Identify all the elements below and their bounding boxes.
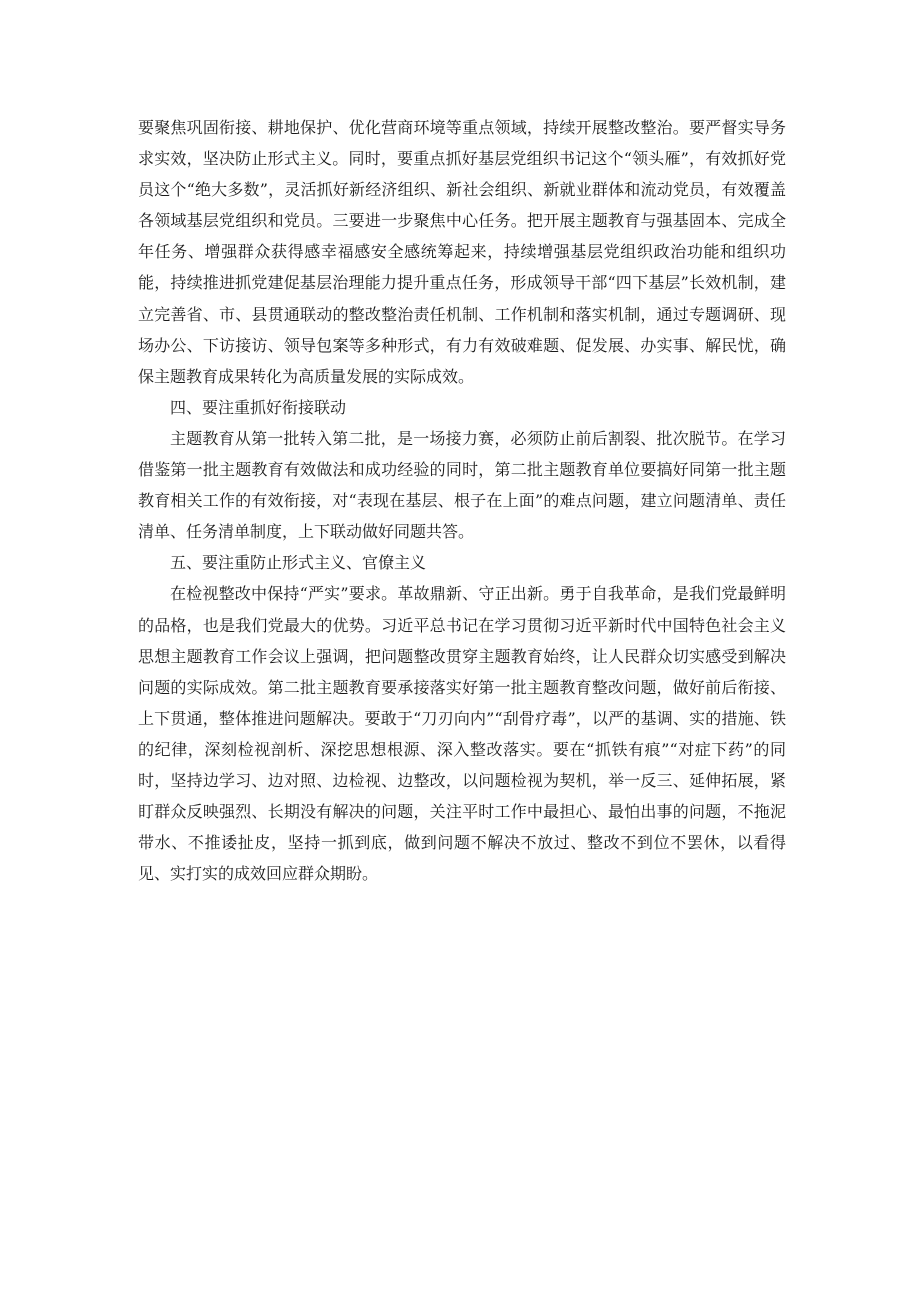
section-heading-five: 五、要注重防止形式主义、官僚主义 xyxy=(170,553,427,573)
body-paragraph-continued: 要聚焦巩固衔接、耕地保护、优化营商环境等重点领域，持续开展整改整治。要严督实导务求实效，坚决防止形式主义。同时，要重点抓好基层党组织书记这个“领头雁”，有效抓好党员这个“绝大多数”，灵活抓好新经济组织、新社会组织、新就业群体和流动党员，有效覆盖各领域基层党组织和党员。三要进一步聚焦中心任务。把开展主题教育与强基固本、完成全年任务、增强群众获得感幸福感安全感统筹起来，持续增强基层党组织政治功能和组织功能，持续推进抓党建促基层治理能力提升重点任务，形成领导干部“四下基层”长效机制，建立完善省、市、县贯通联动的整改整治责任机制、工作机制和落实机制，通过专题调研、现场办公、下访接访、领导包案等多种形式，有力有效破难题、促发展、办实事、解民忧，确保主题教育成果转化为高质量发展的实际成效。 xyxy=(138,118,786,386)
document-page xyxy=(138,112,786,889)
body-paragraph-section-four: 主题教育从第一批转入第二批，是一场接力赛，必须防止前后割裂、批次脱节。在学习借鉴第一批主题教育有效做法和成功经验的同时，第二批主题教育单位要搞好同第一批主题教育相关工作的有效衔接，对“表现在基层、根子在上面”的难点问题，建立问题清单、责任清单、任务清单制度，上下联动做好同题共答。 xyxy=(138,428,786,542)
section-heading-four: 四、要注重抓好衔接联动 xyxy=(170,397,347,417)
body-paragraph-section-five: 在检视整改中保持“严实”要求。革故鼎新、守正出新。勇于自我革命，是我们党最鲜明的品格，也是我们党最大的优势。习近平总书记在学习贯彻习近平新时代中国特色社会主义思想主题教育工作会议上强调，把问题整改贯穿主题教育始终，让人民群众切实感受到解决问题的实际成效。第二批主题教育要承接落实好第一批主题教育整改问题，做好前后衔接、上下贯通，整体推进问题解决。要敢于“刀刃向内”“刮骨疗毒”，以严的基调、实的措施、铁的纪律，深刻检视剖析、深挖思想根源、深入整改落实。要在“抓铁有痕”“对症下药”的同时，坚持边学习、边对照、边检视、边整改，以问题检视为契机，举一反三、延伸拓展，紧盯群众反映强烈、长期没有解决的问题，关注平时工作中最担心、最怕出事的问题，不拖泥带水、不推诿扯皮，坚持一抓到底，做到问题不解决不放过、整改不到位不罢休，以看得见、实打实的成效回应群众期盼。 xyxy=(138,584,786,884)
